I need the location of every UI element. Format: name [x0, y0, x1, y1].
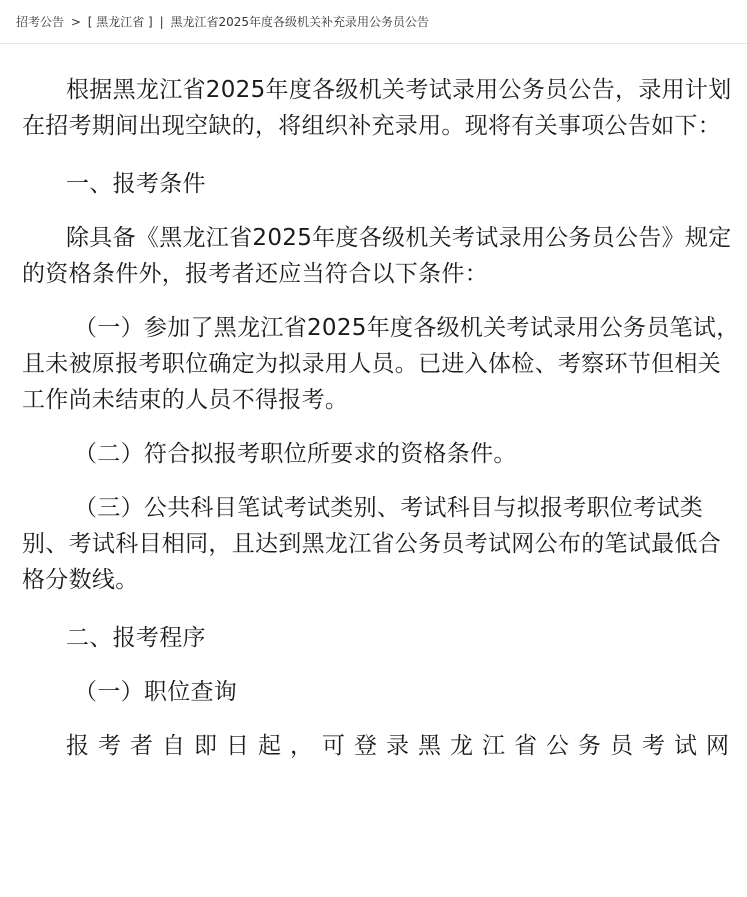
section-heading-procedure: 二、报考程序: [66, 625, 206, 651]
condition-item-3: （三）公共科目笔试考试类别、考试科目与拟报考职位考试类别、考试科目相同，且达到黑龙江省公务员考试网公布的笔试最低合格分数线。: [22, 495, 721, 593]
section-heading-eligibility: 一、报考条件: [66, 171, 206, 197]
intro-paragraph: 根据黑龙江省2025年度各级机关考试录用公务员公告，录用计划在招考期间出现空缺的，将组织补充录用。现将有关事项公告如下：: [22, 77, 732, 139]
subsection-heading-position-query: （一）职位查询: [74, 679, 238, 705]
position-query-paragraph: 报考者自即日起，可登录黑龙江省公务员考试网: [66, 733, 738, 759]
breadcrumb-separator: |: [159, 15, 164, 29]
eligibility-intro-paragraph: 除具备《黑龙江省2025年度各级机关考试录用公务员公告》规定的资格条件外，报考者还应当符合以下条件：: [22, 225, 732, 287]
breadcrumb-item-notices[interactable]: 招考公告: [16, 15, 65, 29]
breadcrumb: [0, 0, 747, 44]
article-body: [0, 72, 747, 764]
breadcrumb-separator: >: [70, 15, 81, 29]
condition-item-2: （二）符合拟报考职位所要求的资格条件。: [74, 441, 517, 467]
breadcrumb-item-province[interactable]: [ 黑龙江省 ]: [87, 15, 153, 29]
condition-item-1: （一）参加了黑龙江省2025年度各级机关考试录用公务员笔试，且未被原报考职位确定为拟录用人员。已进入体检、考察环节但相关工作尚未结束的人员不得报考。: [22, 315, 740, 413]
breadcrumb-current-title: 黑龙江省2025年度各级机关补充录用公务员公告: [170, 15, 429, 29]
